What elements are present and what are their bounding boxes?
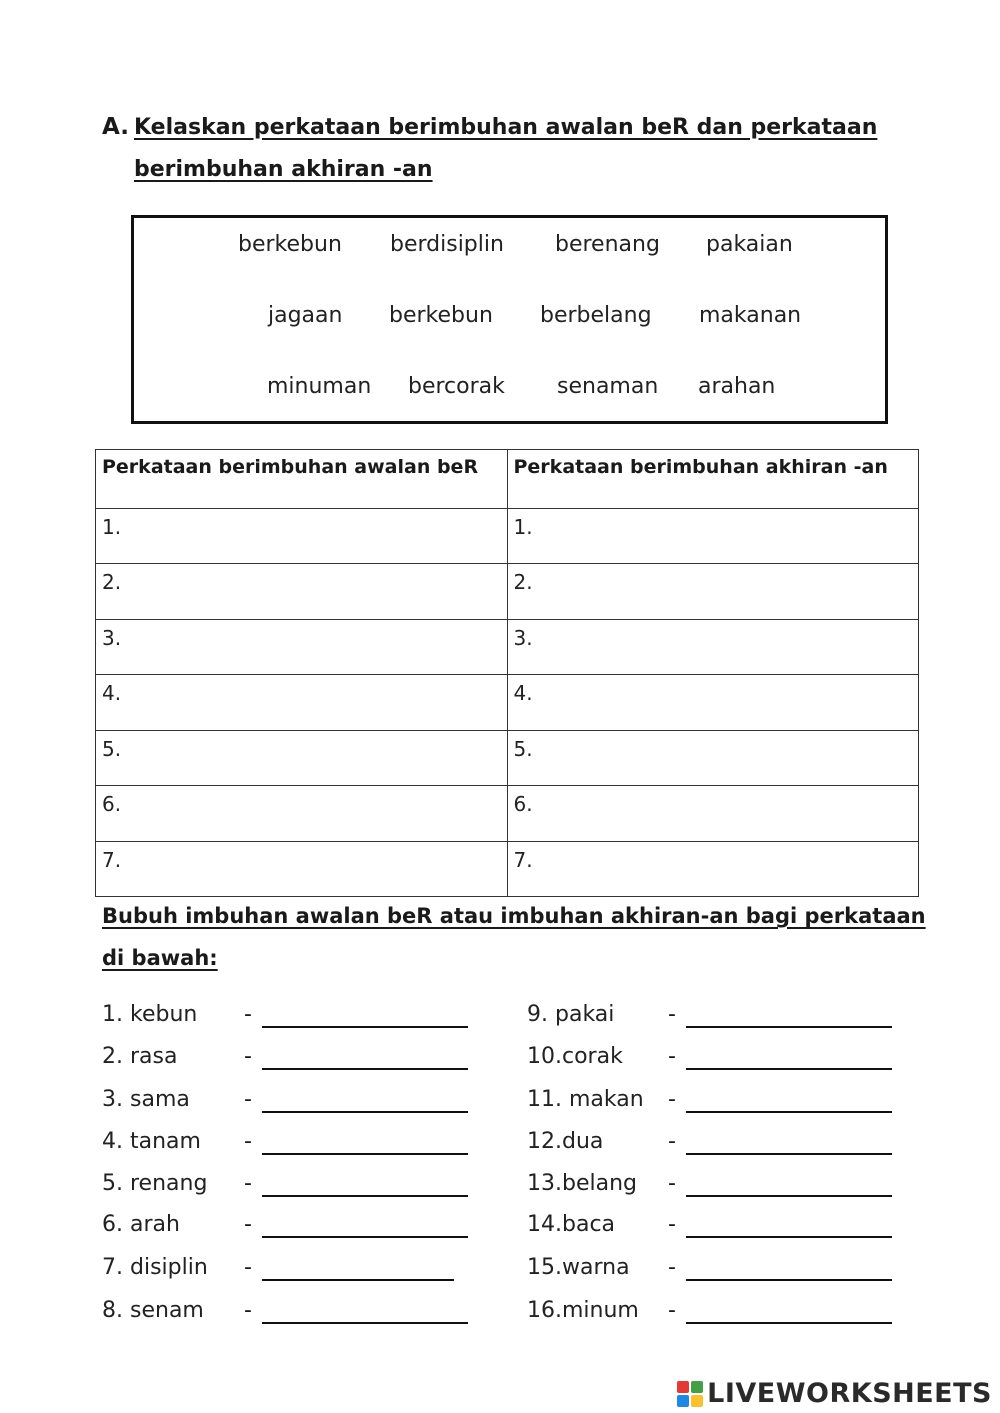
answer-blank[interactable] (262, 1111, 468, 1113)
list-item: 16.minum (527, 1298, 639, 1323)
dash: - (668, 1087, 676, 1112)
list-item: 4. tanam (102, 1129, 201, 1154)
logo-grid-icon (677, 1381, 703, 1407)
answer-blank[interactable] (686, 1153, 892, 1155)
logo-square (677, 1381, 689, 1393)
answer-cell-ber[interactable]: 5. (96, 730, 508, 785)
table-row (96, 841, 919, 896)
word-box-item: arahan (698, 374, 776, 399)
list-item: 10.corak (527, 1044, 623, 1069)
answer-blank[interactable] (262, 1153, 468, 1155)
dash: - (668, 1129, 676, 1154)
dash: - (244, 1044, 252, 1069)
table-row (96, 675, 919, 730)
answer-cell-ber[interactable]: 6. (96, 786, 508, 841)
section-b-title-line1: Bubuh imbuhan awalan beR atau imbuhan akhiran-an bagi perkataan (102, 904, 926, 928)
table-row (96, 509, 919, 564)
section-a-title-line1: Kelaskan perkataan berimbuhan awalan beR dan perkataan (134, 115, 878, 140)
list-item: 13.belang (527, 1171, 638, 1196)
dash: - (668, 1212, 676, 1237)
word-box-item: pakaian (706, 232, 793, 257)
answer-cell-ber[interactable]: 2. (96, 564, 508, 619)
answer-blank[interactable] (686, 1279, 892, 1281)
header-akhiran-an: Perkataan berimbuhan akhiran -an (507, 450, 919, 509)
answer-cell-an[interactable]: 1. (507, 509, 919, 564)
dash: - (244, 1171, 252, 1196)
dash: - (668, 1255, 676, 1280)
liveworksheets-logo (677, 1378, 992, 1409)
table-row (96, 786, 919, 841)
answer-blank[interactable] (686, 1236, 892, 1238)
list-item: 6. arah (102, 1212, 180, 1237)
table-row (96, 619, 919, 674)
word-box-item: minuman (267, 374, 372, 399)
header-awalan-ber: Perkataan berimbuhan awalan beR (96, 450, 508, 509)
answer-blank[interactable] (262, 1068, 468, 1070)
answer-blank[interactable] (262, 1026, 468, 1028)
list-item: 8. senam (102, 1298, 204, 1323)
list-item: 11. makan (527, 1087, 644, 1112)
dash: - (668, 1171, 676, 1196)
answer-blank[interactable] (686, 1026, 892, 1028)
word-box-item: jagaan (268, 303, 343, 328)
answer-blank[interactable] (686, 1322, 892, 1324)
answer-blank[interactable] (262, 1279, 454, 1281)
answer-cell-ber[interactable]: 4. (96, 675, 508, 730)
answer-cell-an[interactable]: 5. (507, 730, 919, 785)
word-box-item: senaman (557, 374, 659, 399)
answer-blank[interactable] (262, 1236, 468, 1238)
dash: - (668, 1002, 676, 1027)
section-a-title-line2: berimbuhan akhiran -an (134, 157, 433, 182)
word-box-item: berbelang (540, 303, 652, 328)
logo-square (691, 1381, 703, 1393)
answer-blank[interactable] (686, 1068, 892, 1070)
word-box-item: berkebun (238, 232, 342, 257)
dash: - (244, 1255, 252, 1280)
answer-cell-an[interactable]: 3. (507, 619, 919, 674)
answer-cell-an[interactable]: 2. (507, 564, 919, 619)
word-box (131, 215, 888, 424)
answer-blank[interactable] (262, 1195, 468, 1197)
dash: - (244, 1298, 252, 1323)
list-item: 14.baca (527, 1212, 616, 1237)
word-box-item: berenang (555, 232, 660, 257)
list-item: 2. rasa (102, 1044, 178, 1069)
section-a-letter: A. (102, 114, 129, 140)
answer-cell-ber[interactable]: 7. (96, 841, 508, 896)
dash: - (244, 1002, 252, 1027)
word-box-item: berkebun (389, 303, 493, 328)
dash: - (668, 1044, 676, 1069)
answer-cell-an[interactable]: 7. (507, 841, 919, 896)
answer-blank[interactable] (686, 1195, 892, 1197)
list-item: 5. renang (102, 1171, 208, 1196)
word-box-item: makanan (699, 303, 802, 328)
table-row (96, 564, 919, 619)
dash: - (244, 1087, 252, 1112)
section-b-title-line2: di bawah: (102, 946, 218, 970)
answer-blank[interactable] (262, 1322, 468, 1324)
list-item: 12.dua (527, 1129, 604, 1154)
list-item: 9. pakai (527, 1002, 615, 1027)
answer-cell-ber[interactable]: 3. (96, 619, 508, 674)
logo-text: LIVEWORKSHEETS (707, 1378, 992, 1409)
dash: - (244, 1212, 252, 1237)
classification-table (95, 449, 919, 897)
answer-cell-an[interactable]: 4. (507, 675, 919, 730)
dash: - (668, 1298, 676, 1323)
table-row (96, 730, 919, 785)
logo-square (691, 1395, 703, 1407)
list-item: 3. sama (102, 1087, 190, 1112)
logo-square (677, 1395, 689, 1407)
answer-cell-ber[interactable]: 1. (96, 509, 508, 564)
word-box-item: bercorak (408, 374, 505, 399)
dash: - (244, 1129, 252, 1154)
list-item: 7. disiplin (102, 1255, 208, 1280)
word-box-item: berdisiplin (390, 232, 504, 257)
list-item: 1. kebun (102, 1002, 198, 1027)
answer-blank[interactable] (686, 1111, 892, 1113)
answer-cell-an[interactable]: 6. (507, 786, 919, 841)
list-item: 15.warna (527, 1255, 630, 1280)
